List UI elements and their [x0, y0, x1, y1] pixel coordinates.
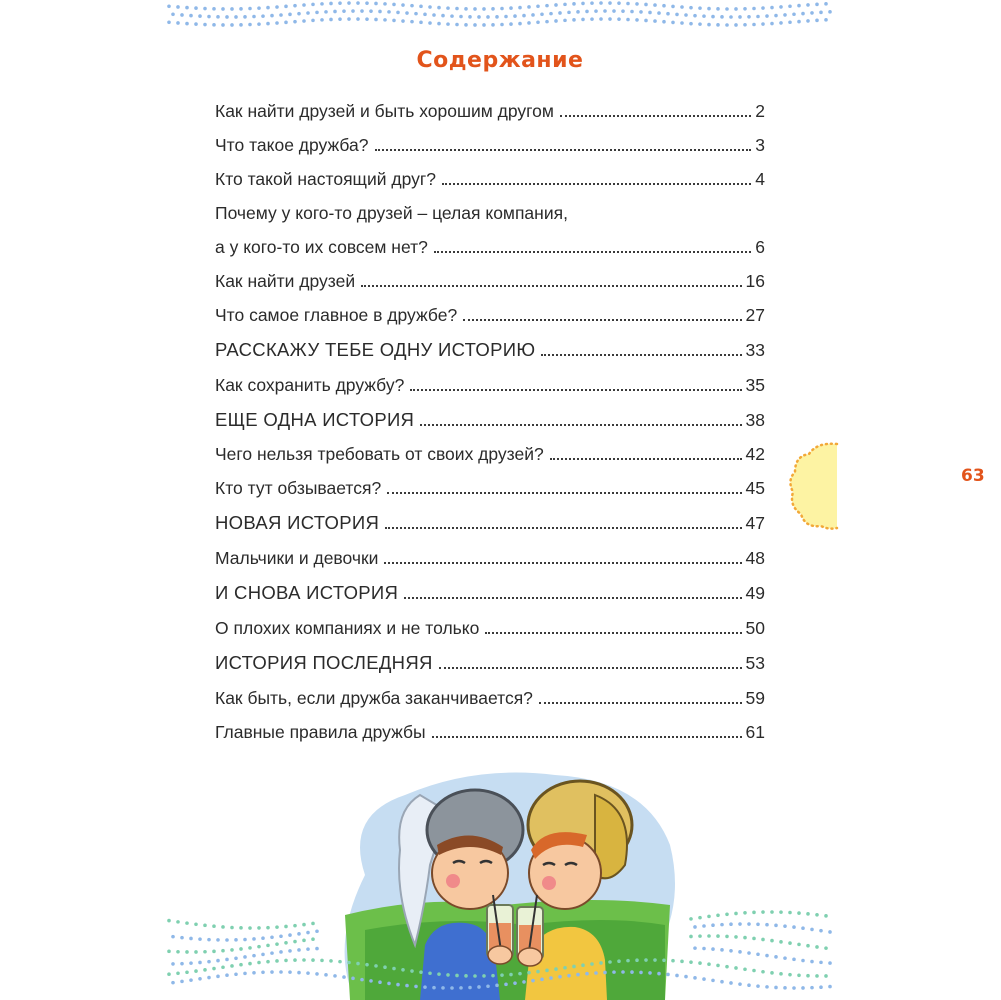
toc-entry-title: Чего нельзя требовать от своих друзей? — [215, 444, 544, 464]
dot-leader — [550, 458, 742, 460]
toc-entry-page: 49 — [745, 583, 765, 603]
toc-entry-page: 59 — [745, 688, 765, 708]
toc-row — [215, 431, 765, 465]
dot-leader — [541, 354, 741, 356]
dot-leader — [404, 597, 741, 599]
toc-entry-page: 27 — [745, 305, 765, 325]
toc-entry-page: 42 — [745, 444, 765, 464]
page-title: Содержание — [416, 48, 584, 73]
toc-row — [215, 258, 765, 292]
toc-entry-title: И СНОВА ИСТОРИЯ — [215, 582, 399, 603]
toc-row — [215, 122, 765, 156]
toc-entry-title: Что самое главное в дружбе? — [215, 305, 458, 325]
toc-row — [215, 190, 765, 224]
toc-entry-title: РАССКАЖУ ТЕБЕ ОДНУ ИСТОРИЮ — [215, 339, 536, 360]
toc-row — [215, 397, 765, 431]
toc-entry-title: а у кого-то их совсем нет? — [215, 237, 428, 257]
toc-entry-title: Как найти друзей — [215, 271, 356, 291]
dot-leader — [442, 183, 751, 185]
toc-row — [215, 605, 765, 639]
dot-leader — [463, 319, 741, 321]
dot-leader — [560, 115, 751, 117]
toc-entry-page: 38 — [745, 410, 765, 430]
dot-leader — [434, 251, 751, 253]
toc-entry-title: Как быть, если дружба заканчивается? — [215, 688, 533, 708]
dot-leader — [385, 527, 741, 529]
toc-row — [215, 675, 765, 709]
dot-leader — [384, 562, 741, 564]
toc-row — [215, 292, 765, 326]
top-dotted-border — [165, 0, 835, 40]
toc-entry-page: 33 — [745, 340, 765, 360]
toc-entry-page: 61 — [745, 722, 765, 742]
toc-entry-title: Кто тут обзывается? — [215, 478, 382, 498]
toc-entry-title: Что такое дружба? — [215, 135, 369, 155]
toc-entry-title: Кто такой настоящий друг? — [215, 169, 436, 189]
toc-entry-title: О плохих компаниях и не только — [215, 618, 480, 638]
toc-row — [215, 224, 765, 258]
toc-row — [215, 709, 765, 743]
toc-row — [215, 88, 765, 122]
toc-entry-page: 53 — [745, 653, 765, 673]
toc-entry-title: Почему у кого-то друзей – целая компания, — [215, 203, 568, 223]
page-number: 63 — [961, 466, 985, 486]
toc-entry-title: Как сохранить дружбу? — [215, 375, 405, 395]
toc-row — [215, 570, 765, 604]
toc-row — [215, 362, 765, 396]
toc-entry-page: 6 — [755, 237, 765, 257]
toc-entry-page: 47 — [745, 513, 765, 533]
dot-leader — [410, 389, 741, 391]
toc-entry-title: НОВАЯ ИСТОРИЯ — [215, 512, 380, 533]
toc-entry-page: 45 — [745, 478, 765, 498]
book-page — [165, 0, 985, 1000]
toc-row — [215, 327, 765, 361]
toc-entry-title: ИСТОРИЯ ПОСЛЕДНЯЯ — [215, 652, 433, 673]
page-number-tab — [787, 440, 837, 532]
dot-leader — [432, 736, 742, 738]
dot-leader — [387, 492, 741, 494]
bottom-dotted-border — [165, 890, 835, 1000]
toc-row — [215, 465, 765, 499]
toc-entry-page: 35 — [745, 375, 765, 395]
toc-entry-title: Как найти друзей и быть хорошим другом — [215, 101, 554, 121]
toc-entry-page: 50 — [745, 618, 765, 638]
toc-entry-page: 2 — [755, 101, 765, 121]
toc-row — [215, 535, 765, 569]
toc-entry-page: 16 — [745, 271, 765, 291]
dot-leader — [375, 149, 752, 151]
dot-leader — [539, 702, 742, 704]
toc-entry-page: 3 — [755, 135, 765, 155]
toc-entry-title: Главные правила дружбы — [215, 722, 426, 742]
dot-leader — [439, 667, 742, 669]
toc-entry-title: ЕЩЕ ОДНА ИСТОРИЯ — [215, 409, 415, 430]
dot-leader — [420, 424, 741, 426]
toc-row — [215, 500, 765, 534]
toc-entry-page: 48 — [745, 548, 765, 568]
toc-entry-page: 4 — [755, 169, 765, 189]
dot-leader — [485, 632, 741, 634]
toc-entry-title: Мальчики и девочки — [215, 548, 379, 568]
dot-leader — [361, 285, 741, 287]
toc-row — [215, 640, 765, 674]
toc-row — [215, 156, 765, 190]
